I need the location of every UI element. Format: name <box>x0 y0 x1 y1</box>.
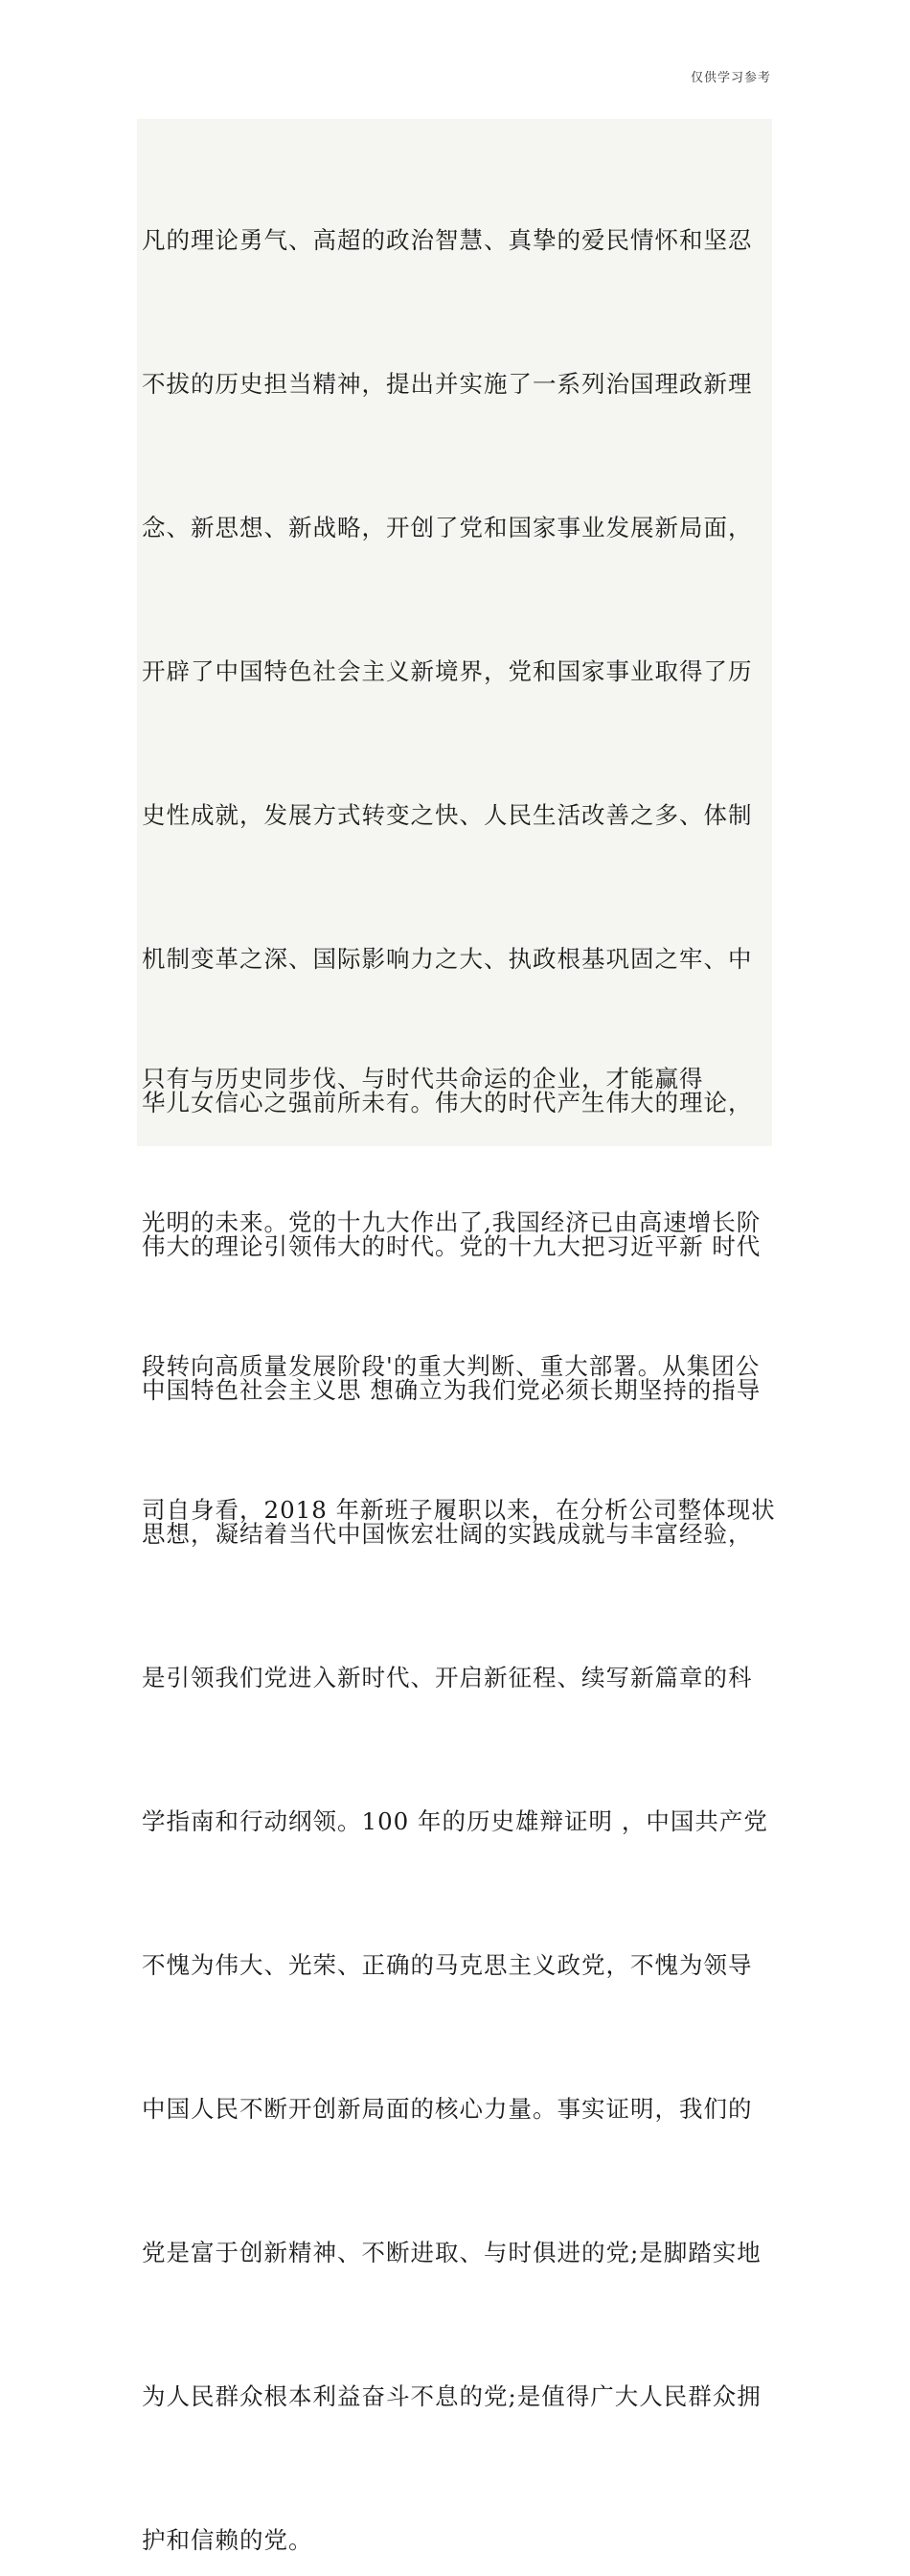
text-line: 护和信赖的党。 <box>142 2526 313 2554</box>
text-line: 史性成就，发展方式转变之快、人民生活改善之多、体制 <box>142 801 753 829</box>
text-line: 是引领我们党进入新时代、开启新征程、续写新篇章的科 <box>142 1664 753 1691</box>
text-line: 不愧为伟大、光荣、正确的马克思主义政党，不愧为领导 <box>142 1951 753 1979</box>
text-line: 中国特色社会主义思 想确立为我们党必须长期坚持的指导 <box>142 1376 762 1404</box>
text-line: 中国人民不断开创新局面的核心力量。事实证明，我们的 <box>142 2095 753 2123</box>
text-line: 段转向高质量发展阶段'的重大判断、重大部署。从集团公 <box>142 1352 761 1380</box>
text-line: 念、新思想、新战略，开创了党和国家事业发展新局面， <box>142 514 753 541</box>
text-line: 不拔的历史担当精神，提出并实施了一系列治国理政新理 <box>142 370 753 398</box>
text-line: 思想，凝结着当代中国恢宏壮阔的实践成就与丰富经验， <box>142 1520 753 1548</box>
text-line: 司自身看，2018 年新班子履职以来，在分析公司整体现状 <box>142 1496 776 1524</box>
document-body <box>137 119 776 2554</box>
text-line: 凡的理论勇气、高超的政治智慧、真挚的爱民情怀和坚忍 <box>142 226 753 254</box>
text-line: 机制变革之深、国际影响力之大、执政根基巩固之牢、中 <box>142 945 753 973</box>
text-line: 学指南和行动纲领。100 年的历史雄辩证明 ，中国共产党 <box>142 1807 768 1835</box>
text-line: 只有与历史同步伐、与时代共命运的企业，才能赢得 <box>142 1065 704 1092</box>
text-line: 开辟了中国特色社会主义新境界，党和国家事业取得了历 <box>142 657 753 685</box>
paragraph-2 <box>142 959 776 1630</box>
page-header: 仅供学习参考 <box>690 71 771 85</box>
text-line: 为人民群众根本利益奋斗不息的党;是值得广大人民群众拥 <box>142 2382 762 2410</box>
text-line: 光明的未来。党的十九大作出了,我国经济已由高速增长阶 <box>142 1208 762 1236</box>
text-line: 伟大的理论引领伟大的时代。党的十九大把习近平新 时代 <box>142 1232 762 1260</box>
text-line: 华儿女信心之强前所未有。伟大的时代产生伟大的理论， <box>142 1089 753 1116</box>
text-line: 党是富于创新精神、不断进取、与时俱进的党;是脚踏实地 <box>142 2239 762 2266</box>
